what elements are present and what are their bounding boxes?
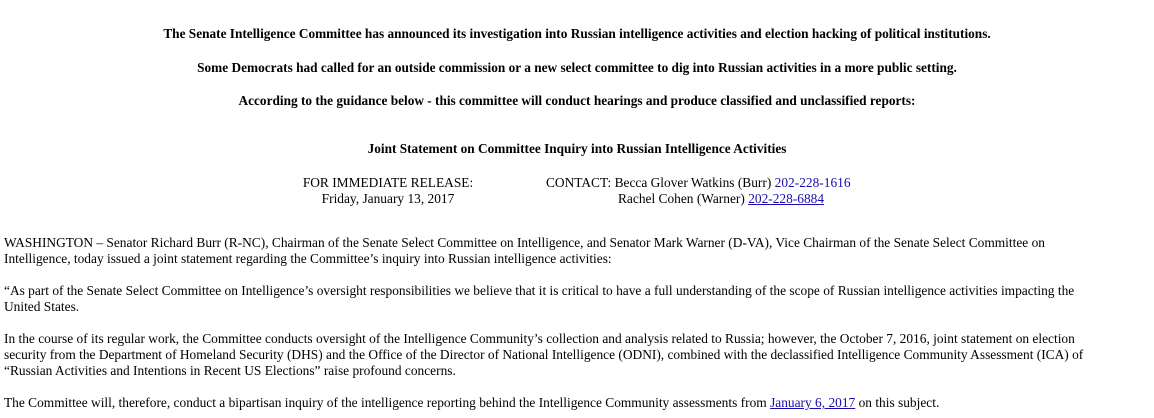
contact-label: CONTACT: bbox=[546, 175, 612, 190]
paragraph-3-line-2: security from the Department of Homeland Security (DHS) and the Office of the Director of National Intelligence (ODNI), combined with the declassified Intelligence Community Assessment (ICA) of bbox=[4, 347, 1084, 362]
paragraph-4 bbox=[4, 395, 1150, 411]
intro-line-3: According to the guidance below - this committee will conduct hearings and produce classified and unclassified reports: bbox=[238, 93, 916, 108]
paragraph-2-line-1: “As part of the Senate Select Committee on Intelligence’s oversight responsibilities we believe that it is critical to have a full understanding of the scope of Russian intelligence activities impacting the bbox=[4, 283, 1075, 298]
contact-2-name: Rachel Cohen (Warner) bbox=[618, 191, 745, 206]
intro-line-1: The Senate Intelligence Committee has announced its investigation into Russian intelligence activities and election hacking of political institutions. bbox=[163, 26, 991, 41]
statement-title: Joint Statement on Committee Inquiry into Russian Intelligence Activities bbox=[367, 141, 787, 156]
contact-1-phone: 202-228-1616 bbox=[774, 175, 851, 190]
contact-line-2 bbox=[618, 191, 824, 207]
paragraph-1-line-1: WASHINGTON – Senator Richard Burr (R-NC), Chairman of the Senate Select Committee on Intelligence, and Senator Mark Warner (D-VA), Vice Chairman of the Senate Select Committee on bbox=[4, 235, 1045, 250]
paragraph-4-text-after: on this subject. bbox=[858, 395, 940, 410]
paragraph-3-line-1: In the course of its regular work, the Committee conducts oversight of the Intelligence Community’s collection and analysis related to Russia; however, the October 7, 2016, joint statement on election bbox=[4, 331, 1075, 346]
contact-1-name: Becca Glover Watkins (Burr) bbox=[614, 175, 772, 190]
january-6-2017-link[interactable]: January 6, 2017 bbox=[770, 395, 856, 410]
paragraph-2-line-2: United States. bbox=[4, 299, 80, 314]
contact-2-phone-link[interactable]: 202-228-6884 bbox=[748, 191, 825, 206]
contact-line-1 bbox=[546, 175, 851, 191]
paragraph-1-line-2: Intelligence, today issued a joint statement regarding the Committee’s inquiry into Russian intelligence activities: bbox=[4, 251, 612, 266]
paragraph-3-line-3: “Russian Activities and Intentions in Recent US Elections” raise profound concerns. bbox=[4, 363, 456, 378]
intro-line-2: Some Democrats had called for an outside commission or a new select committee to dig into Russian activities in a more public setting. bbox=[197, 60, 957, 75]
paragraph-4-text-before: The Committee will, therefore, conduct a bipartisan inquiry of the intelligence reporting behind the Intelligence Community assessments from bbox=[4, 395, 767, 410]
release-label: FOR IMMEDIATE RELEASE: bbox=[302, 175, 474, 190]
release-date: Friday, January 13, 2017 bbox=[321, 191, 455, 206]
